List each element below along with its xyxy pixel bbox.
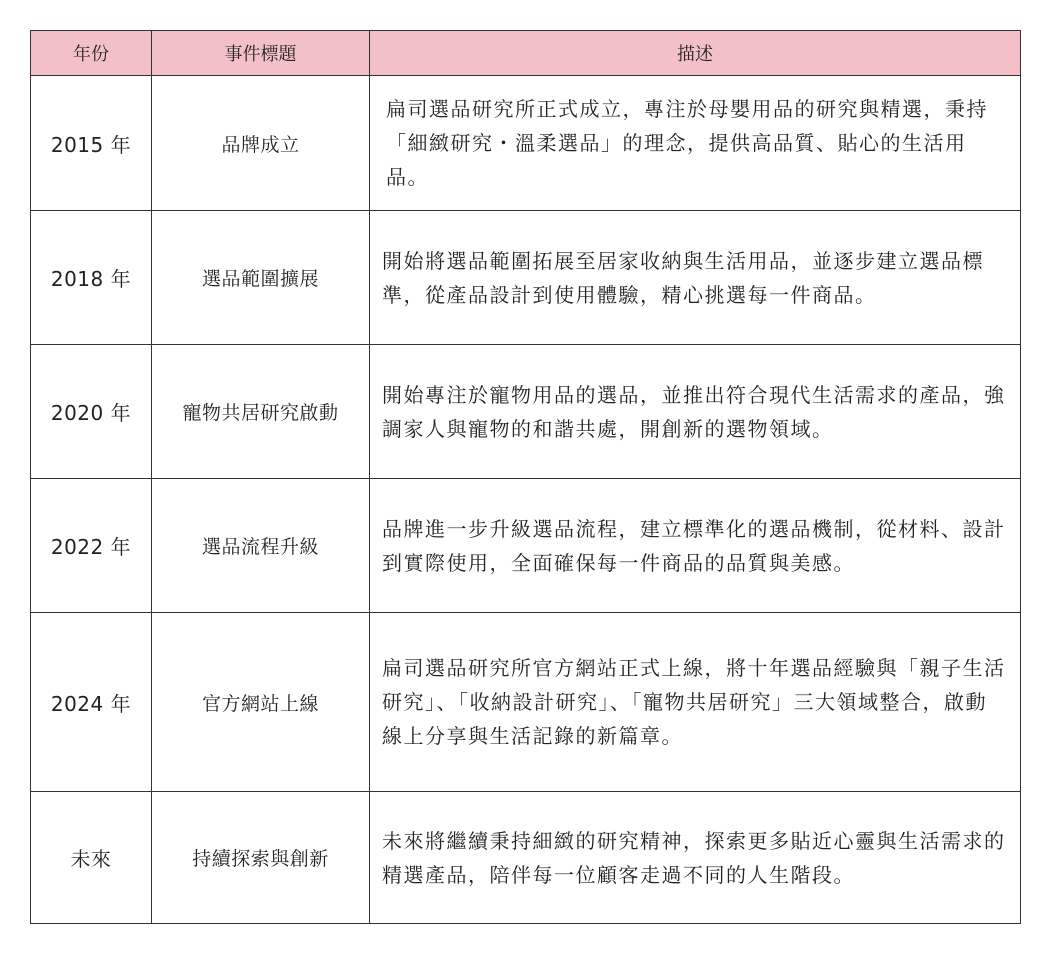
year-cell: 2018 年 [31, 211, 152, 345]
timeline-table [30, 30, 1021, 924]
description-cell: 開始專注於寵物用品的選品，並推出符合現代生活需求的產品，強調家人與寵物的和諧共處，開創新的選物領域。 [370, 345, 1021, 479]
year-cell: 2015 年 [31, 76, 152, 211]
description-cell: 未來將繼續秉持細緻的研究精神，探索更多貼近心靈與生活需求的精選產品，陪伴每一位顧客走過不同的人生階段。 [370, 792, 1021, 924]
table-row [31, 211, 1021, 345]
header-row [31, 31, 1021, 76]
event-title-cell: 寵物共居研究啟動 [152, 345, 370, 479]
header-description: 描述 [370, 31, 1021, 76]
event-title-cell: 選品範圍擴展 [152, 211, 370, 345]
year-cell: 2024 年 [31, 613, 152, 792]
event-title-cell: 選品流程升級 [152, 479, 370, 613]
table-header [31, 31, 1021, 76]
event-title-cell: 持續探索與創新 [152, 792, 370, 924]
table-row [31, 479, 1021, 613]
event-title-cell: 品牌成立 [152, 76, 370, 211]
table-row [31, 613, 1021, 792]
table-body [31, 76, 1021, 924]
table-row [31, 345, 1021, 479]
header-year: 年份 [31, 31, 152, 76]
description-cell: 扁司選品研究所正式成立，專注於母嬰用品的研究與精選，秉持「細緻研究・溫柔選品」的理念，提供高品質、貼心的生活用品。 [370, 76, 1021, 211]
description-cell: 品牌進一步升級選品流程，建立標準化的選品機制，從材料、設計到實際使用，全面確保每一件商品的品質與美感。 [370, 479, 1021, 613]
event-title-cell: 官方網站上線 [152, 613, 370, 792]
table-row [31, 792, 1021, 924]
header-title: 事件標題 [152, 31, 370, 76]
year-cell: 2022 年 [31, 479, 152, 613]
description-cell: 扁司選品研究所官方網站正式上線，將十年選品經驗與「親子生活研究」、「收納設計研究」、「寵物共居研究」三大領域整合，啟動線上分享與生活記錄的新篇章。 [370, 613, 1021, 792]
table-row [31, 76, 1021, 211]
year-cell: 未來 [31, 792, 152, 924]
year-cell: 2020 年 [31, 345, 152, 479]
description-cell: 開始將選品範圍拓展至居家收納與生活用品，並逐步建立選品標準，從產品設計到使用體驗，精心挑選每一件商品。 [370, 211, 1021, 345]
